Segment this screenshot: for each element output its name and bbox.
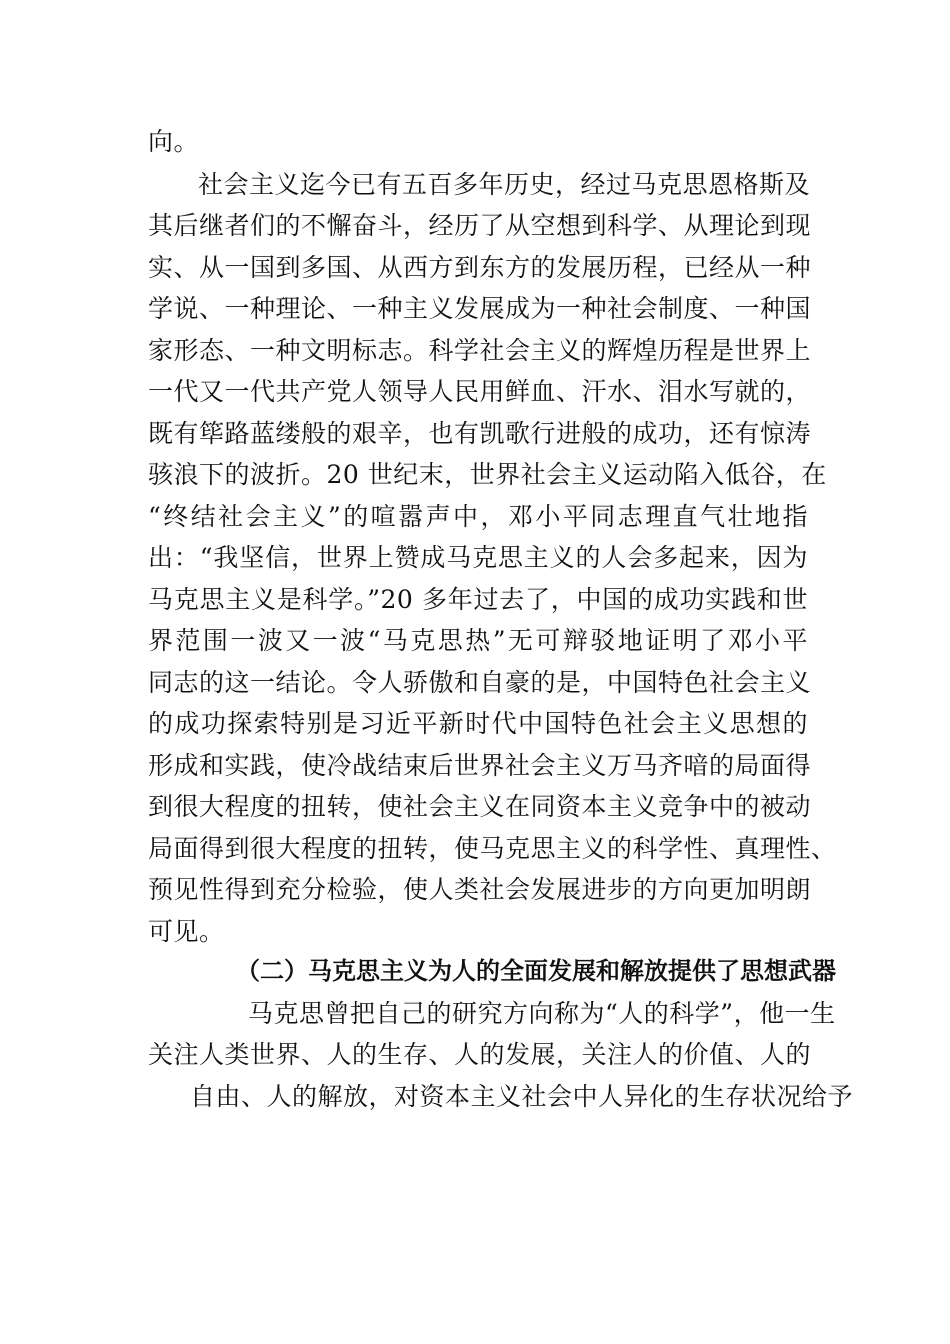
paragraph-line: 关注人类世界、人的生存、人的发展，关注人的价值、人的 — [148, 1040, 812, 1069]
paragraph-line: 预见性得到充分检验，使人类社会发展进步的方向更加明朗 — [148, 875, 812, 904]
paragraph-line: 骇浪下的波折。20 世纪末，世界社会主义运动陷入低谷，在 — [148, 460, 827, 489]
paragraph-line: 社会主义迄今已有五百多年历史，经过马克思恩格斯及 — [198, 170, 811, 199]
paragraph-line: “终结社会主义”的喧嚣声中，邓小平同志理直气壮地指 — [148, 502, 808, 531]
paragraph-line: 向。 — [148, 127, 200, 156]
paragraph-line: 界范围一波又一波“马克思热”无可辩驳地证明了邓小平 — [148, 626, 808, 655]
paragraph-line: 学说、一种理论、一种主义发展成为一种社会制度、一种国 — [148, 294, 812, 323]
paragraph-line: 同志的这一结论。令人骄傲和自豪的是，中国特色社会主义 — [148, 668, 812, 697]
paragraph-line: 家形态、一种文明标志。科学社会主义的辉煌历程是世界上 — [148, 336, 812, 365]
paragraph-line: 到很大程度的扭转，使社会主义在同资本主义竞争中的被动 — [148, 792, 812, 821]
paragraph-line: 局面得到很大程度的扭转，使马克思主义的科学性、真理性、 — [148, 834, 837, 863]
paragraph-line: 形成和实践，使冷战结束后世界社会主义万马齐喑的局面得 — [148, 751, 812, 780]
section-heading: （二）马克思主义为人的全面发展和解放提供了思想武器 — [236, 956, 836, 985]
paragraph-line: 既有筚路蓝缕般的艰辛，也有凯歌行进般的成功，还有惊涛 — [148, 419, 812, 448]
paragraph-line: 马克思主义是科学。”20 多年过去了，中国的成功实践和世 — [148, 585, 808, 614]
paragraph-line: 其后继者们的不懈奋斗，经历了从空想到科学、从理论到现 — [148, 211, 812, 240]
paragraph-line: 的成功探索特别是习近平新时代中国特色社会主义思想的 — [148, 709, 808, 738]
paragraph-line: 实、从一国到多国、从西方到东方的发展历程，已经从一种 — [148, 253, 812, 282]
paragraph-line: 马克思曾把自己的研究方向称为“人的科学”，他一生 — [248, 999, 836, 1028]
paragraph-line: 自由、人的解放，对资本主义社会中人异化的生存状况给予 — [190, 1082, 854, 1111]
paragraph-line: 一代又一代共产党人领导人民用鲜血、汗水、泪水写就的， — [148, 377, 812, 406]
paragraph-line: 出：“我坚信，世界上赞成马克思主义的人会多起来，因为 — [148, 543, 808, 572]
paragraph-line: 可见。 — [148, 917, 225, 946]
